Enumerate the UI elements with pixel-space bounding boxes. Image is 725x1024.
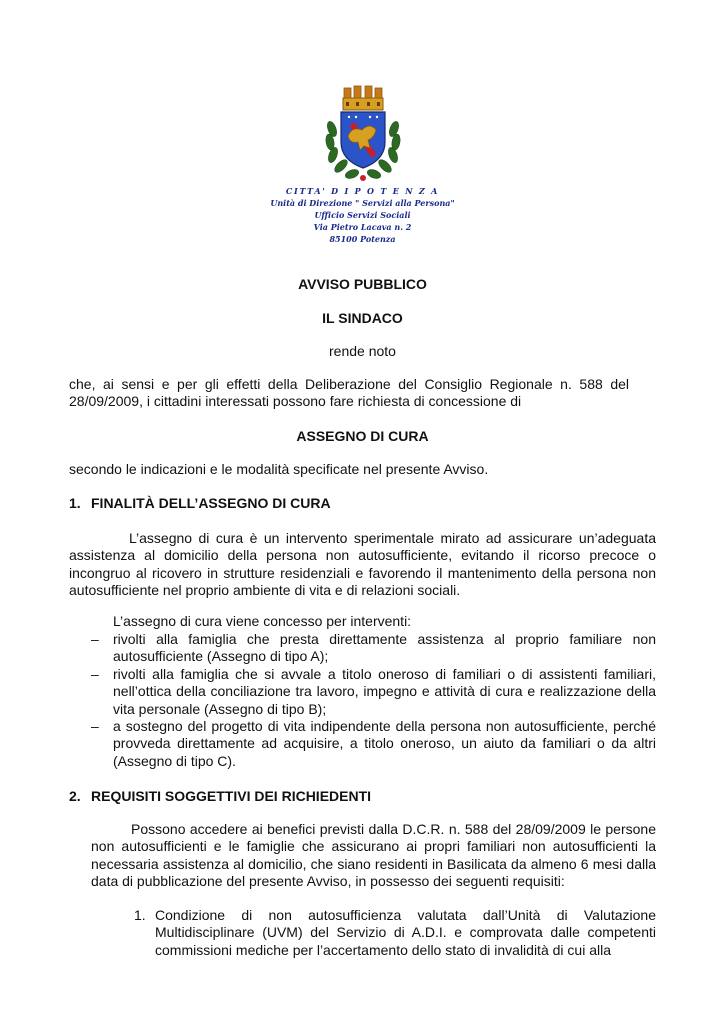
list-number: 1.	[134, 907, 146, 923]
subject-title: ASSEGNO DI CURA	[296, 428, 429, 444]
department-name: Unità di Direzione " Servizi alla Persona"	[270, 198, 455, 208]
list-dash: –	[91, 666, 99, 682]
city-name: CITTA' D I P O T E N Z A	[285, 186, 440, 196]
subject-note: secondo le indicazioni e le modalità specificate nel presente Avviso.	[69, 461, 489, 477]
section-heading-1	[69, 495, 331, 511]
section-title: FINALITÀ DELL’ASSEGNO DI CURA	[91, 495, 331, 511]
list-dash: –	[91, 718, 99, 734]
section1-paragraph: L’assegno di cura è un intervento sperimentale mirato ad assicurare un’adeguata assistenza al domicilio della persona non autosufficiente, evitando il ricorso precoce o incongruo al ricovero in strutture residenziali e favorendo il mantenimento della persona non autosufficiente nel proprio ambiente di vita e di relazioni sociali.	[69, 530, 656, 598]
section1-list-intro: L’assegno di cura viene concesso per interventi:	[113, 613, 412, 629]
section-title: REQUISITI SOGGETTIVI DEI RICHIEDENTI	[91, 788, 372, 804]
section-number: 2.	[69, 788, 81, 804]
section-number: 1.	[69, 495, 81, 511]
office-name: Ufficio Servizi Sociali	[314, 210, 411, 220]
list-item	[91, 631, 656, 666]
notice-title: AVVISO PUBBLICO	[298, 276, 427, 292]
section-heading-2	[69, 788, 371, 804]
mayor-title: IL SINDACO	[322, 310, 403, 326]
list-item-text: rivolti alla famiglia che si avvale a titolo oneroso di familiari o di assistenti familiari, nell’ottica della conciliazione tra lavoro, impegno e attività di cura e realizzazione della vita personale (Assegno di tipo B);	[113, 666, 656, 717]
office-postcode: 85100 Potenza	[329, 234, 396, 244]
city-coat-of-arms	[322, 84, 404, 184]
list-item	[91, 718, 656, 770]
list-dash: –	[91, 631, 99, 647]
list-item-text: Condizione di non autosufficienza valutata dall’Unità di Valutazione Multidisciplinare (UVM) del Servizio di A.D.I. e comprovata dalle competenti commissioni mediche per l’accertamento dello stato di invalidità di cui alla	[155, 907, 656, 958]
section2-paragraph: Possono accedere ai benefici previsti dalla D.C.R. n. 588 del 28/09/2009 le persone non autosufficienti e le famiglie che assicurano ai propri familiari non autosufficienti la necessaria assistenza al domicilio, che siano residenti in Basilicata da almeno 6 mesi dalla data di pubblicazione del presente Avviso, in possesso dei seguenti requisiti:	[91, 821, 656, 889]
intro-paragraph: che, ai sensi e per gli effetti della Deliberazione del Consiglio Regionale n. 588 del 28/09/2009, i cittadini interessati possono fare richiesta di concessione di	[69, 376, 629, 410]
list-item-text: a sostegno del progetto di vita indipendente della persona non autosufficiente, perché provveda direttamente ad acquisire, a titolo oneroso, un aiuto da familiari o da altri (Assegno di tipo C).	[113, 718, 656, 769]
list-item-text: rivolti alla famiglia che presta direttamente assistenza al proprio familiare non autosufficiente (Assegno di tipo A);	[113, 631, 656, 665]
office-address: Via Pietro Lacava n. 2	[313, 222, 412, 232]
office-header	[0, 185, 725, 245]
announcement-line: rende noto	[329, 343, 396, 359]
list-item	[91, 666, 656, 718]
list-item	[134, 907, 656, 959]
